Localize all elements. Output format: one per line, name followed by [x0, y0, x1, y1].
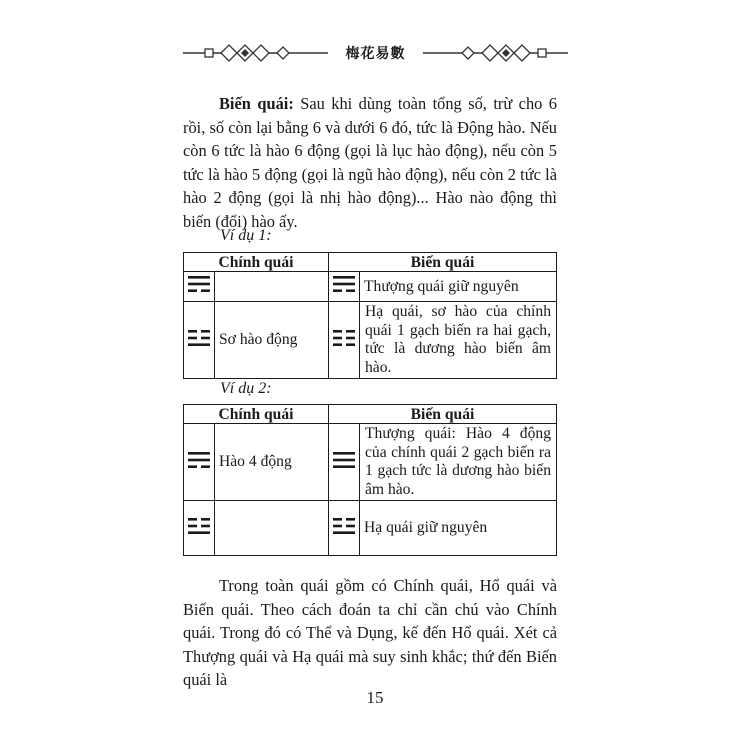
paragraph-text: Trong toàn quái gồm có Chính quái, Hổ quái và Biến quái. Theo cách đoán ta chỉ cần chú vào Chính quái. Trong đó có Thể và Dụng, kế đến Hổ quái. Xét cả Thượng quái và Hạ quái mà suy sinh khắc; thứ đến Biến quái là [183, 576, 557, 689]
paragraph-text: Sau khi dùng toàn tổng số, trừ cho 6 rồi, số còn lại bằng 6 và dưới 6 đó, tức là Động hào. Nếu còn 6 tức là hào 6 động (gọi là lục hào động), nếu còn 5 tức là hào 5 động (gọi là ngũ hào động), nếu còn 2 tức là hào 2 động (gọi là nhị hào động)... Hào nào động thì biến (đổi) hào ấy. [183, 94, 557, 231]
paragraph-bien-quai [183, 92, 557, 233]
example-1-table [183, 252, 557, 379]
header-chinh-quai: Chính quái [184, 253, 329, 272]
upper-trigram-icon [329, 424, 360, 501]
header-bien-quai: Biến quái [329, 253, 557, 272]
page-title: 梅花易數 [345, 46, 406, 62]
cell-bien-quai-lower: Hạ quái giữ nguyên [360, 501, 557, 556]
upper-trigram-icon [329, 272, 360, 302]
term-bien-quai: Biến quái: [219, 94, 294, 113]
header-bien-quai: Biến quái [329, 405, 557, 424]
cell-bien-quai-lower: Hạ quái, sơ hào của chính quái 1 gạch biến ra hai gạch, tức là dương hào biến âm hào. [360, 302, 557, 379]
paragraph-toan-quai [183, 574, 557, 692]
lower-trigram-icon [184, 302, 215, 379]
cell-chinh-quai-lower: Sơ hào động [215, 302, 329, 379]
cell-chinh-quai-upper [215, 272, 329, 302]
page-header [183, 40, 568, 66]
upper-trigram-icon [184, 424, 215, 501]
lower-trigram-icon [329, 501, 360, 556]
cell-chinh-quai-upper: Hào 4 động [215, 424, 329, 501]
lower-trigram-icon [329, 302, 360, 379]
example-2-table [183, 404, 557, 556]
page-number: 15 [366, 688, 384, 707]
ornament-right-icon [418, 40, 568, 66]
example-1-label: Ví dụ 1: [220, 227, 272, 244]
lower-trigram-icon [184, 501, 215, 556]
cell-bien-quai-upper: Thượng quái: Hào 4 động của chính quái 2 gạch biến ra 1 gạch tức là dương hào biến âm hào. [360, 424, 557, 501]
header-chinh-quai: Chính quái [184, 405, 329, 424]
example-2-label: Ví dụ 2: [220, 380, 272, 397]
cell-chinh-quai-lower [215, 501, 329, 556]
upper-trigram-icon [184, 272, 215, 302]
cell-bien-quai-upper: Thượng quái giữ nguyên [360, 272, 557, 302]
